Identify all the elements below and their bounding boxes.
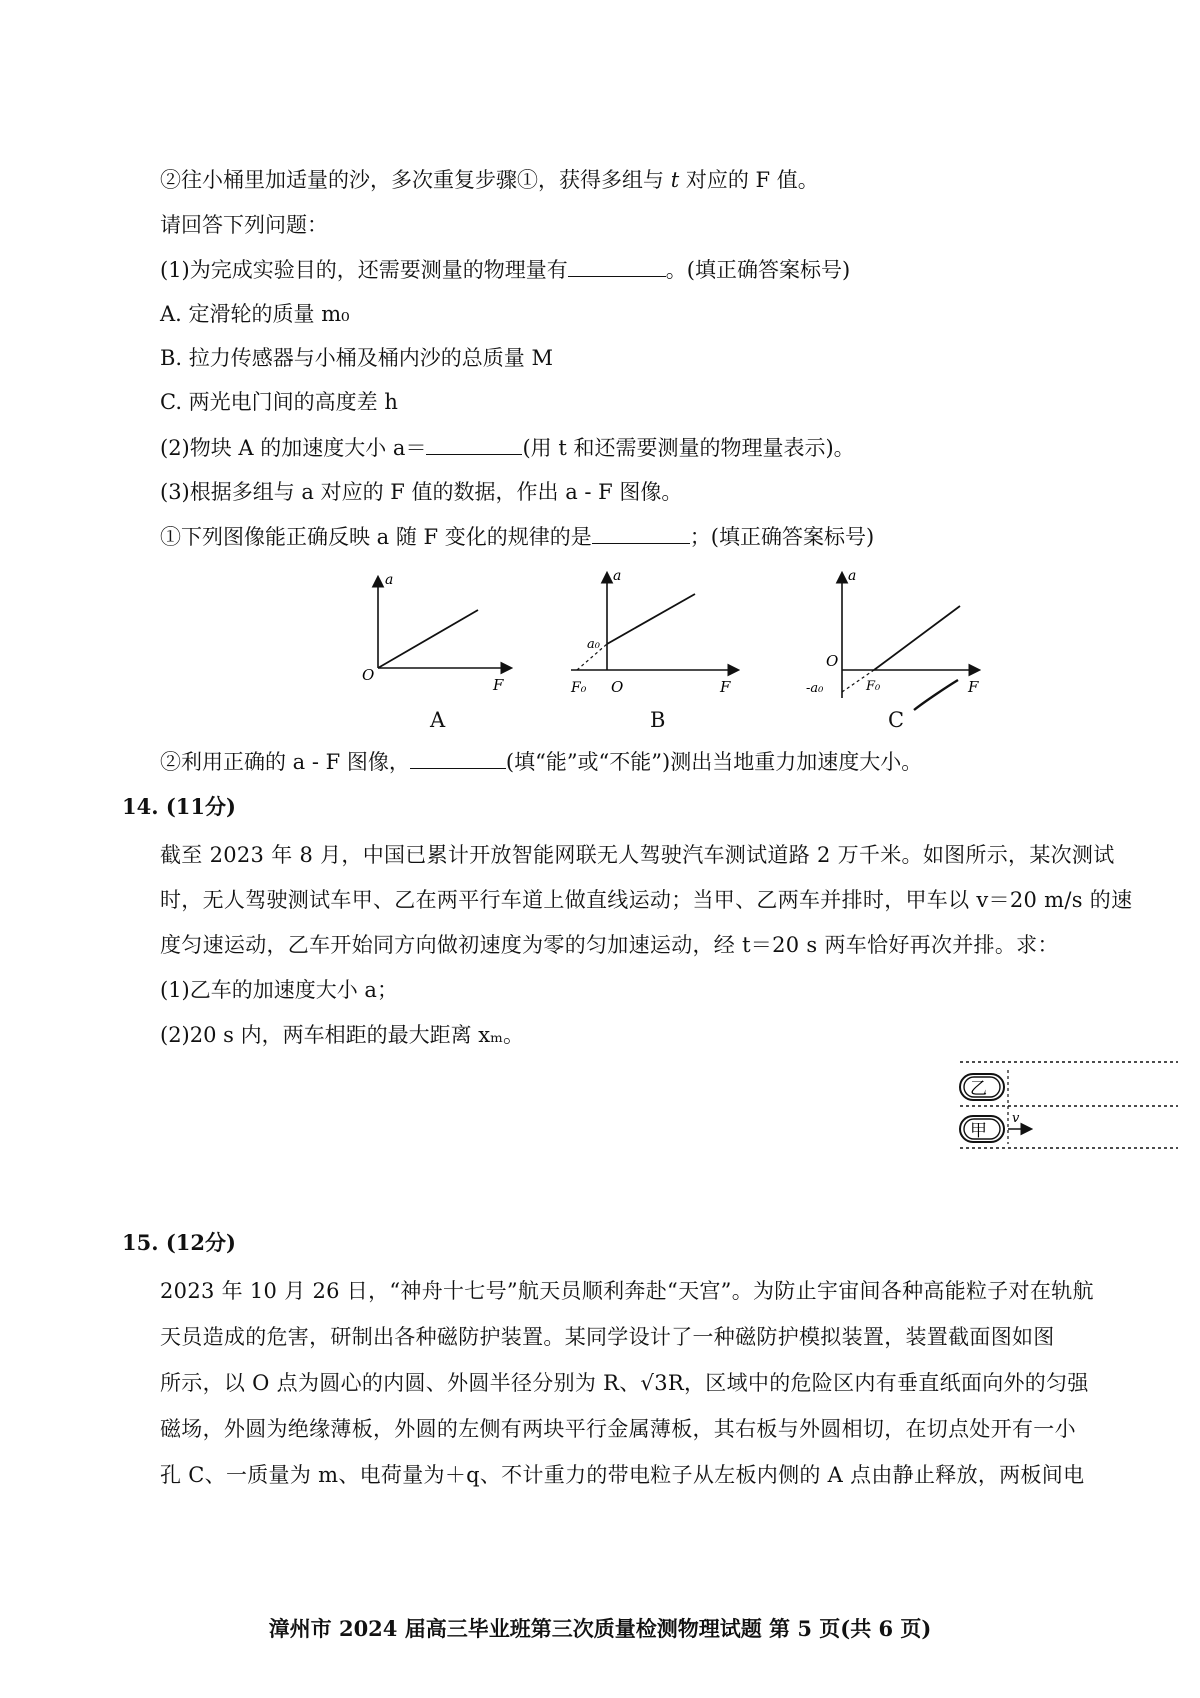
graph-c-caption: C [888,708,905,732]
graph-b-y-label: a [613,568,622,584]
question-3a-text: ①下列图像能正确反映 a 随 F 变化的规律的是 [160,525,592,549]
graph-b-line [607,594,695,644]
answer-blank-2[interactable] [426,432,522,455]
question-1-text: (1)为完成实验目的，还需要测量的物理量有 [160,258,568,282]
q15-para-4: 磁场，外圆为绝缘薄板，外圆的左侧有两块平行金属薄板，其右板与外圆相切，在切点处开有一小 [160,1417,1076,1441]
prompt-line: 请回答下列问题： [160,213,328,237]
question-3-line: (3)根据多组与 a 对应的 F 值的数据，作出 a - F 图像。 [160,480,683,504]
q15-para-3: 所示，以 O 点为圆心的内圆、外圆半径分别为 R、√3R，区域中的危险区内有垂直纸面向外的匀强 [160,1371,1089,1395]
step-2-end: 对应的 F 值。 [679,168,819,192]
q15-heading: 15. (12分) [122,1230,236,1255]
option-b: B. 拉力传感器与小桶及桶内沙的总质量 M [160,346,553,370]
graph-c-pen-mark [914,680,958,710]
graph-c-intercept-f0: F₀ [866,679,881,694]
q15-para-5: 孔 C、一质量为 m、电荷量为＋q、不计重力的带电粒子从左板内侧的 A 点由静止释放，两板间电 [160,1463,1085,1487]
graph-c-origin: O [826,652,839,670]
graph-b [565,568,745,698]
q14-sub-1: (1)乙车的加速度大小 a； [160,978,398,1002]
graph-c-intercept-a0: -a₀ [806,681,824,696]
question-3a-end: ；(填正确答案标号) [689,525,875,549]
question-3b-end: (填“能”或“不能”)测出当地重力加速度大小。 [505,750,923,774]
page-footer: 漳州市 2024 届高三毕业班第三次质量检测物理试题 第 5 页(共 6 页) [268,1616,932,1641]
graph-b-intercept-f0: F₀ [571,680,587,696]
question-1-end: 。(填正确答案标号) [665,258,851,282]
car-yi-label: 乙 [970,1079,987,1099]
graph-a-caption: A [430,708,446,732]
step-2-var: t [670,168,680,192]
q14-sub-2: (2)20 s 内，两车相距的最大距离 xₘ。 [160,1023,524,1047]
velocity-label: v [1012,1111,1020,1126]
answer-blank-4[interactable] [410,746,506,769]
graph-b-intercept-a0: a₀ [587,637,600,652]
graph-c-x-label: F [968,678,979,696]
graph-a-x-label: F [493,676,504,694]
graph-c [800,568,990,718]
option-a: A. 定滑轮的质量 m₀ [160,302,350,326]
question-2-end: (用 t 和还需要测量的物理量表示)。 [522,436,855,460]
question-1-line [160,254,850,285]
graph-a-origin: O [362,666,375,684]
question-2-text: (2)物块 A 的加速度大小 a＝ [160,436,427,460]
step-2-line [160,165,819,195]
graph-a-line [378,610,478,668]
graph-a [360,568,520,698]
graph-c-line [874,606,960,670]
question-2-line [160,432,855,463]
q14-para-1: 截至 2023 年 8 月，中国已累计开放智能网联无人驾驶汽车测试道路 2 万千米。如图所示，某次测试 [160,843,1115,867]
answer-blank-3[interactable] [592,521,690,544]
step-2-text: ②往小桶里加适量的沙，多次重复步骤①，获得多组与 [160,168,671,192]
graph-b-caption: B [650,708,666,732]
question-3b-line [160,746,922,777]
q14-para-2: 时，无人驾驶测试车甲、乙在两平行车道上做直线运动；当甲、乙两车并排时，甲车以 v＝20 m/s 的速 [160,888,1133,912]
graph-c-y-label: a [848,568,857,584]
option-c: C. 两光电门间的高度差 h [160,390,398,414]
q14-para-3: 度匀速运动，乙车开始同方向做初速度为零的匀加速运动，经 t＝20 s 两车恰好再次并排。求： [160,933,1059,957]
car-jia-label: 甲 [970,1121,987,1141]
question-3b-text: ②利用正确的 a - F 图像， [160,750,410,774]
question-3a-line [160,521,874,552]
lane-figure [958,1056,1180,1156]
graph-b-x-label: F [720,678,731,696]
graph-b-origin: O [611,678,624,696]
q15-para-1: 2023 年 10 月 26 日，“神舟十七号”航天员顺利奔赴“天宫”。为防止宇宙间各种高能粒子对在轨航 [160,1279,1094,1303]
q15-para-2: 天员造成的危害，研制出各种磁防护装置。某同学设计了一种磁防护模拟装置，装置截面图如图 [160,1325,1055,1349]
graph-a-y-label: a [385,572,394,588]
answer-blank-1[interactable] [568,254,666,277]
q14-heading: 14. (11分) [122,794,236,819]
